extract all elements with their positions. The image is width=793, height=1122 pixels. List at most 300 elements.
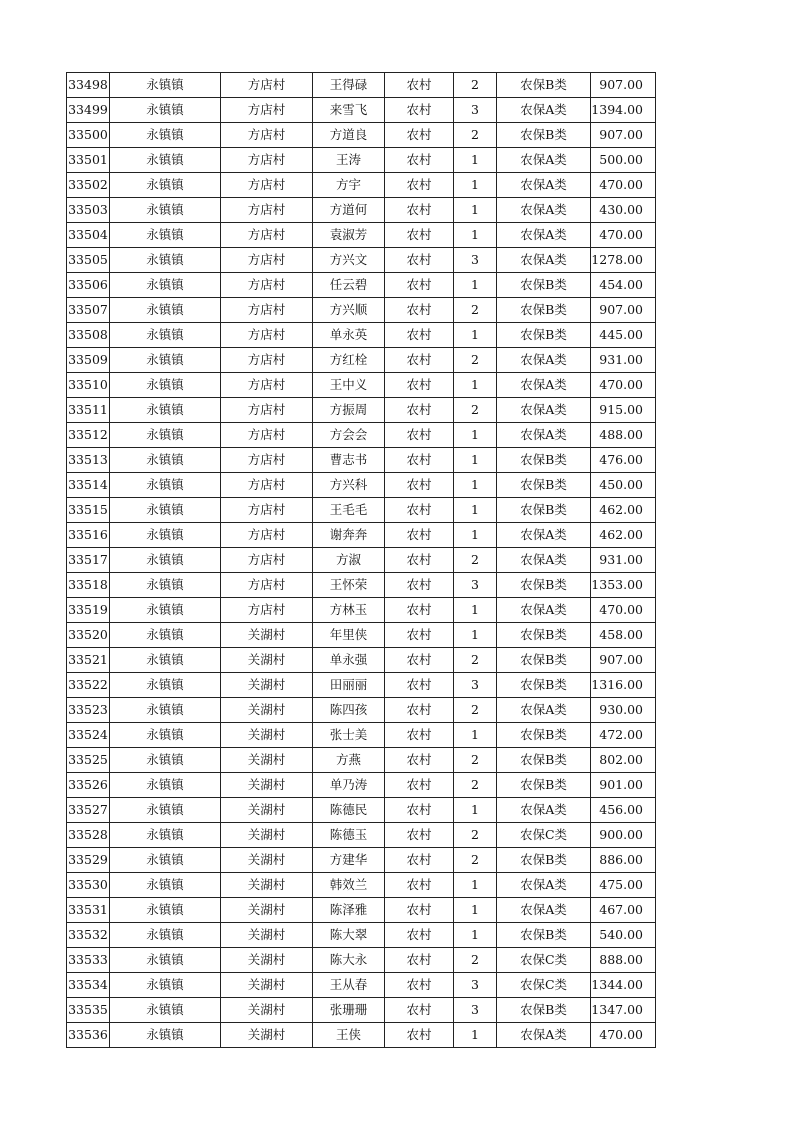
table-row: [67, 223, 656, 248]
household-count-cell: 3: [454, 998, 497, 1023]
amount-cell: 802.00: [591, 748, 656, 773]
person-name-cell: 方建华: [313, 848, 385, 873]
record-id-cell: 33514: [67, 473, 110, 498]
area-type-cell: 农村: [385, 573, 454, 598]
record-id-cell: 33498: [67, 73, 110, 98]
village-cell: 关湖村: [221, 648, 313, 673]
area-type-cell: 农村: [385, 348, 454, 373]
area-type-cell: 农村: [385, 498, 454, 523]
area-type-cell: 农村: [385, 198, 454, 223]
household-count-cell: 3: [454, 973, 497, 998]
insurance-category-cell: 农保A类: [497, 598, 591, 623]
village-cell: 方店村: [221, 173, 313, 198]
household-count-cell: 2: [454, 698, 497, 723]
record-id-cell: 33515: [67, 498, 110, 523]
table-row: [67, 573, 656, 598]
village-cell: 方店村: [221, 573, 313, 598]
table-row: [67, 348, 656, 373]
insurance-category-cell: 农保A类: [497, 148, 591, 173]
area-type-cell: 农村: [385, 598, 454, 623]
village-cell: 方店村: [221, 73, 313, 98]
household-count-cell: 1: [454, 323, 497, 348]
record-id-cell: 33507: [67, 298, 110, 323]
village-cell: 方店村: [221, 473, 313, 498]
table-row: [67, 448, 656, 473]
village-cell: 关湖村: [221, 823, 313, 848]
insurance-category-cell: 农保A类: [497, 248, 591, 273]
town-cell: 永镇镇: [110, 773, 221, 798]
household-count-cell: 1: [454, 423, 497, 448]
table-row: [67, 173, 656, 198]
record-id-cell: 33508: [67, 323, 110, 348]
insurance-category-cell: 农保A类: [497, 548, 591, 573]
person-name-cell: 任云碧: [313, 273, 385, 298]
town-cell: 永镇镇: [110, 473, 221, 498]
table-row: [67, 1023, 656, 1048]
record-id-cell: 33516: [67, 523, 110, 548]
town-cell: 永镇镇: [110, 298, 221, 323]
amount-cell: 907.00: [591, 298, 656, 323]
table-row: [67, 798, 656, 823]
amount-cell: 476.00: [591, 448, 656, 473]
household-count-cell: 1: [454, 598, 497, 623]
table-row: [67, 323, 656, 348]
village-cell: 方店村: [221, 123, 313, 148]
household-count-cell: 1: [454, 1023, 497, 1048]
town-cell: 永镇镇: [110, 648, 221, 673]
table-row: [67, 673, 656, 698]
area-type-cell: 农村: [385, 848, 454, 873]
table-row: [67, 373, 656, 398]
town-cell: 永镇镇: [110, 123, 221, 148]
person-name-cell: 王涛: [313, 148, 385, 173]
record-id-cell: 33511: [67, 398, 110, 423]
record-id-cell: 33518: [67, 573, 110, 598]
town-cell: 永镇镇: [110, 698, 221, 723]
village-cell: 方店村: [221, 448, 313, 473]
household-count-cell: 1: [454, 448, 497, 473]
insurance-category-cell: 农保B类: [497, 773, 591, 798]
town-cell: 永镇镇: [110, 673, 221, 698]
town-cell: 永镇镇: [110, 273, 221, 298]
village-cell: 关湖村: [221, 773, 313, 798]
table-body: [67, 73, 656, 1048]
amount-cell: 1344.00: [591, 973, 656, 998]
town-cell: 永镇镇: [110, 98, 221, 123]
amount-cell: 931.00: [591, 548, 656, 573]
record-id-cell: 33528: [67, 823, 110, 848]
town-cell: 永镇镇: [110, 148, 221, 173]
table-row: [67, 998, 656, 1023]
person-name-cell: 来雪飞: [313, 98, 385, 123]
town-cell: 永镇镇: [110, 798, 221, 823]
insurance-category-cell: 农保B类: [497, 573, 591, 598]
area-type-cell: 农村: [385, 523, 454, 548]
area-type-cell: 农村: [385, 923, 454, 948]
insurance-category-cell: 农保A类: [497, 223, 591, 248]
insurance-category-cell: 农保A类: [497, 198, 591, 223]
town-cell: 永镇镇: [110, 448, 221, 473]
town-cell: 永镇镇: [110, 1023, 221, 1048]
village-cell: 关湖村: [221, 798, 313, 823]
amount-cell: 1394.00: [591, 98, 656, 123]
insurance-category-cell: 农保B类: [497, 498, 591, 523]
person-name-cell: 方兴顺: [313, 298, 385, 323]
village-cell: 方店村: [221, 248, 313, 273]
table-row: [67, 298, 656, 323]
person-name-cell: 王毛毛: [313, 498, 385, 523]
area-type-cell: 农村: [385, 173, 454, 198]
area-type-cell: 农村: [385, 248, 454, 273]
town-cell: 永镇镇: [110, 173, 221, 198]
record-id-cell: 33536: [67, 1023, 110, 1048]
table-row: [67, 423, 656, 448]
table-row: [67, 948, 656, 973]
record-id-cell: 33529: [67, 848, 110, 873]
person-name-cell: 田丽丽: [313, 673, 385, 698]
person-name-cell: 单永英: [313, 323, 385, 348]
table-row: [67, 598, 656, 623]
village-cell: 方店村: [221, 373, 313, 398]
area-type-cell: 农村: [385, 423, 454, 448]
village-cell: 关湖村: [221, 623, 313, 648]
amount-cell: 462.00: [591, 498, 656, 523]
household-count-cell: 1: [454, 898, 497, 923]
village-cell: 关湖村: [221, 898, 313, 923]
town-cell: 永镇镇: [110, 873, 221, 898]
insurance-category-cell: 农保B类: [497, 723, 591, 748]
person-name-cell: 韩效兰: [313, 873, 385, 898]
area-type-cell: 农村: [385, 398, 454, 423]
table-row: [67, 873, 656, 898]
household-count-cell: 2: [454, 848, 497, 873]
amount-cell: 907.00: [591, 648, 656, 673]
insurance-category-cell: 农保B类: [497, 623, 591, 648]
insurance-category-cell: 农保A类: [497, 798, 591, 823]
town-cell: 永镇镇: [110, 248, 221, 273]
person-name-cell: 王怀荣: [313, 573, 385, 598]
person-name-cell: 方燕: [313, 748, 385, 773]
amount-cell: 500.00: [591, 148, 656, 173]
area-type-cell: 农村: [385, 948, 454, 973]
town-cell: 永镇镇: [110, 548, 221, 573]
area-type-cell: 农村: [385, 298, 454, 323]
amount-cell: 1316.00: [591, 673, 656, 698]
household-count-cell: 1: [454, 798, 497, 823]
town-cell: 永镇镇: [110, 73, 221, 98]
town-cell: 永镇镇: [110, 423, 221, 448]
table-row: [67, 398, 656, 423]
area-type-cell: 农村: [385, 73, 454, 98]
insurance-category-cell: 农保A类: [497, 98, 591, 123]
household-count-cell: 2: [454, 823, 497, 848]
area-type-cell: 农村: [385, 223, 454, 248]
insurance-category-cell: 农保B类: [497, 648, 591, 673]
person-name-cell: 王中义: [313, 373, 385, 398]
insurance-category-cell: 农保A类: [497, 873, 591, 898]
record-id-cell: 33504: [67, 223, 110, 248]
household-count-cell: 3: [454, 248, 497, 273]
person-name-cell: 方淑: [313, 548, 385, 573]
insurance-category-cell: 农保C类: [497, 973, 591, 998]
town-cell: 永镇镇: [110, 823, 221, 848]
amount-cell: 930.00: [591, 698, 656, 723]
insurance-category-cell: 农保B类: [497, 123, 591, 148]
table-row: [67, 723, 656, 748]
amount-cell: 470.00: [591, 373, 656, 398]
household-count-cell: 2: [454, 348, 497, 373]
table-row: [67, 848, 656, 873]
amount-cell: 450.00: [591, 473, 656, 498]
area-type-cell: 农村: [385, 623, 454, 648]
insurance-category-cell: 农保B类: [497, 73, 591, 98]
person-name-cell: 方会会: [313, 423, 385, 448]
area-type-cell: 农村: [385, 998, 454, 1023]
household-count-cell: 1: [454, 923, 497, 948]
town-cell: 永镇镇: [110, 923, 221, 948]
household-count-cell: 1: [454, 723, 497, 748]
household-count-cell: 2: [454, 123, 497, 148]
amount-cell: 470.00: [591, 1023, 656, 1048]
person-name-cell: 张珊珊: [313, 998, 385, 1023]
record-id-cell: 33535: [67, 998, 110, 1023]
insurance-category-cell: 农保A类: [497, 1023, 591, 1048]
record-id-cell: 33510: [67, 373, 110, 398]
insurance-category-cell: 农保B类: [497, 848, 591, 873]
town-cell: 永镇镇: [110, 748, 221, 773]
person-name-cell: 方林玉: [313, 598, 385, 623]
record-id-cell: 33534: [67, 973, 110, 998]
town-cell: 永镇镇: [110, 373, 221, 398]
town-cell: 永镇镇: [110, 573, 221, 598]
village-cell: 方店村: [221, 148, 313, 173]
household-count-cell: 2: [454, 298, 497, 323]
town-cell: 永镇镇: [110, 523, 221, 548]
person-name-cell: 张士美: [313, 723, 385, 748]
village-cell: 方店村: [221, 548, 313, 573]
amount-cell: 475.00: [591, 873, 656, 898]
town-cell: 永镇镇: [110, 398, 221, 423]
insurance-category-cell: 农保A类: [497, 898, 591, 923]
village-cell: 方店村: [221, 523, 313, 548]
town-cell: 永镇镇: [110, 498, 221, 523]
village-cell: 关湖村: [221, 1023, 313, 1048]
household-count-cell: 2: [454, 773, 497, 798]
area-type-cell: 农村: [385, 273, 454, 298]
table-row: [67, 473, 656, 498]
area-type-cell: 农村: [385, 98, 454, 123]
village-cell: 关湖村: [221, 673, 313, 698]
record-id-cell: 33509: [67, 348, 110, 373]
amount-cell: 470.00: [591, 598, 656, 623]
village-cell: 方店村: [221, 598, 313, 623]
area-type-cell: 农村: [385, 973, 454, 998]
record-id-cell: 33500: [67, 123, 110, 148]
record-id-cell: 33519: [67, 598, 110, 623]
town-cell: 永镇镇: [110, 348, 221, 373]
household-count-cell: 1: [454, 523, 497, 548]
town-cell: 永镇镇: [110, 998, 221, 1023]
insurance-category-cell: 农保B类: [497, 473, 591, 498]
town-cell: 永镇镇: [110, 898, 221, 923]
table-row: [67, 648, 656, 673]
table-row: [67, 248, 656, 273]
household-count-cell: 1: [454, 273, 497, 298]
town-cell: 永镇镇: [110, 973, 221, 998]
record-id-cell: 33532: [67, 923, 110, 948]
record-id-cell: 33506: [67, 273, 110, 298]
village-cell: 关湖村: [221, 973, 313, 998]
area-type-cell: 农村: [385, 473, 454, 498]
table-row: [67, 198, 656, 223]
town-cell: 永镇镇: [110, 598, 221, 623]
person-name-cell: 陈大翠: [313, 923, 385, 948]
table-row: [67, 773, 656, 798]
village-cell: 关湖村: [221, 998, 313, 1023]
record-id-cell: 33517: [67, 548, 110, 573]
table-row: [67, 123, 656, 148]
village-cell: 方店村: [221, 348, 313, 373]
person-name-cell: 陈大永: [313, 948, 385, 973]
amount-cell: 540.00: [591, 923, 656, 948]
table-row: [67, 498, 656, 523]
person-name-cell: 年里侠: [313, 623, 385, 648]
amount-cell: 470.00: [591, 223, 656, 248]
village-cell: 关湖村: [221, 748, 313, 773]
household-count-cell: 2: [454, 648, 497, 673]
insurance-category-cell: 农保B类: [497, 298, 591, 323]
area-type-cell: 农村: [385, 798, 454, 823]
town-cell: 永镇镇: [110, 723, 221, 748]
village-cell: 方店村: [221, 423, 313, 448]
insurance-category-cell: 农保A类: [497, 398, 591, 423]
table-row: [67, 698, 656, 723]
amount-cell: 1347.00: [591, 998, 656, 1023]
person-name-cell: 陈泽雅: [313, 898, 385, 923]
insurance-category-cell: 农保A类: [497, 348, 591, 373]
table-row: [67, 548, 656, 573]
area-type-cell: 农村: [385, 323, 454, 348]
area-type-cell: 农村: [385, 873, 454, 898]
insurance-category-cell: 农保B类: [497, 923, 591, 948]
person-name-cell: 单永强: [313, 648, 385, 673]
town-cell: 永镇镇: [110, 848, 221, 873]
table-row: [67, 748, 656, 773]
person-name-cell: 陈四孩: [313, 698, 385, 723]
household-count-cell: 1: [454, 873, 497, 898]
table-row: [67, 823, 656, 848]
amount-cell: 886.00: [591, 848, 656, 873]
record-id-cell: 33531: [67, 898, 110, 923]
person-name-cell: 陈德民: [313, 798, 385, 823]
amount-cell: 462.00: [591, 523, 656, 548]
amount-cell: 888.00: [591, 948, 656, 973]
household-count-cell: 1: [454, 623, 497, 648]
village-cell: 方店村: [221, 498, 313, 523]
record-id-cell: 33502: [67, 173, 110, 198]
insurance-category-cell: 农保A类: [497, 373, 591, 398]
area-type-cell: 农村: [385, 898, 454, 923]
area-type-cell: 农村: [385, 548, 454, 573]
insurance-category-cell: 农保A类: [497, 173, 591, 198]
amount-cell: 907.00: [591, 73, 656, 98]
household-count-cell: 1: [454, 498, 497, 523]
person-name-cell: 曹志书: [313, 448, 385, 473]
area-type-cell: 农村: [385, 723, 454, 748]
table-row: [67, 973, 656, 998]
amount-cell: 472.00: [591, 723, 656, 748]
household-count-cell: 1: [454, 473, 497, 498]
person-name-cell: 方振周: [313, 398, 385, 423]
person-name-cell: 袁淑芳: [313, 223, 385, 248]
amount-cell: 1353.00: [591, 573, 656, 598]
amount-cell: 901.00: [591, 773, 656, 798]
area-type-cell: 农村: [385, 698, 454, 723]
household-count-cell: 3: [454, 98, 497, 123]
household-count-cell: 3: [454, 573, 497, 598]
amount-cell: 470.00: [591, 173, 656, 198]
village-cell: 关湖村: [221, 698, 313, 723]
household-count-cell: 2: [454, 73, 497, 98]
record-id-cell: 33512: [67, 423, 110, 448]
town-cell: 永镇镇: [110, 198, 221, 223]
area-type-cell: 农村: [385, 148, 454, 173]
amount-cell: 488.00: [591, 423, 656, 448]
town-cell: 永镇镇: [110, 223, 221, 248]
record-id-cell: 33530: [67, 873, 110, 898]
person-name-cell: 方道良: [313, 123, 385, 148]
village-cell: 关湖村: [221, 923, 313, 948]
town-cell: 永镇镇: [110, 323, 221, 348]
person-name-cell: 陈德玉: [313, 823, 385, 848]
household-count-cell: 3: [454, 673, 497, 698]
table-row: [67, 523, 656, 548]
amount-cell: 915.00: [591, 398, 656, 423]
person-name-cell: 方兴科: [313, 473, 385, 498]
village-cell: 方店村: [221, 223, 313, 248]
household-count-cell: 2: [454, 748, 497, 773]
insurance-category-cell: 农保A类: [497, 523, 591, 548]
insurance-category-cell: 农保A类: [497, 698, 591, 723]
area-type-cell: 农村: [385, 748, 454, 773]
insurance-category-cell: 农保B类: [497, 748, 591, 773]
table-row: [67, 98, 656, 123]
town-cell: 永镇镇: [110, 948, 221, 973]
amount-cell: 931.00: [591, 348, 656, 373]
record-id-cell: 33524: [67, 723, 110, 748]
area-type-cell: 农村: [385, 448, 454, 473]
town-cell: 永镇镇: [110, 623, 221, 648]
person-name-cell: 方红栓: [313, 348, 385, 373]
area-type-cell: 农村: [385, 823, 454, 848]
village-cell: 关湖村: [221, 723, 313, 748]
amount-cell: 900.00: [591, 823, 656, 848]
village-cell: 方店村: [221, 273, 313, 298]
record-id-cell: 33513: [67, 448, 110, 473]
record-id-cell: 33505: [67, 248, 110, 273]
record-id-cell: 33521: [67, 648, 110, 673]
village-cell: 方店村: [221, 398, 313, 423]
amount-cell: 1278.00: [591, 248, 656, 273]
area-type-cell: 农村: [385, 123, 454, 148]
area-type-cell: 农村: [385, 648, 454, 673]
table-row: [67, 923, 656, 948]
person-name-cell: 王侠: [313, 1023, 385, 1048]
table-row: [67, 148, 656, 173]
household-count-cell: 1: [454, 198, 497, 223]
record-id-cell: 33526: [67, 773, 110, 798]
table-row: [67, 623, 656, 648]
